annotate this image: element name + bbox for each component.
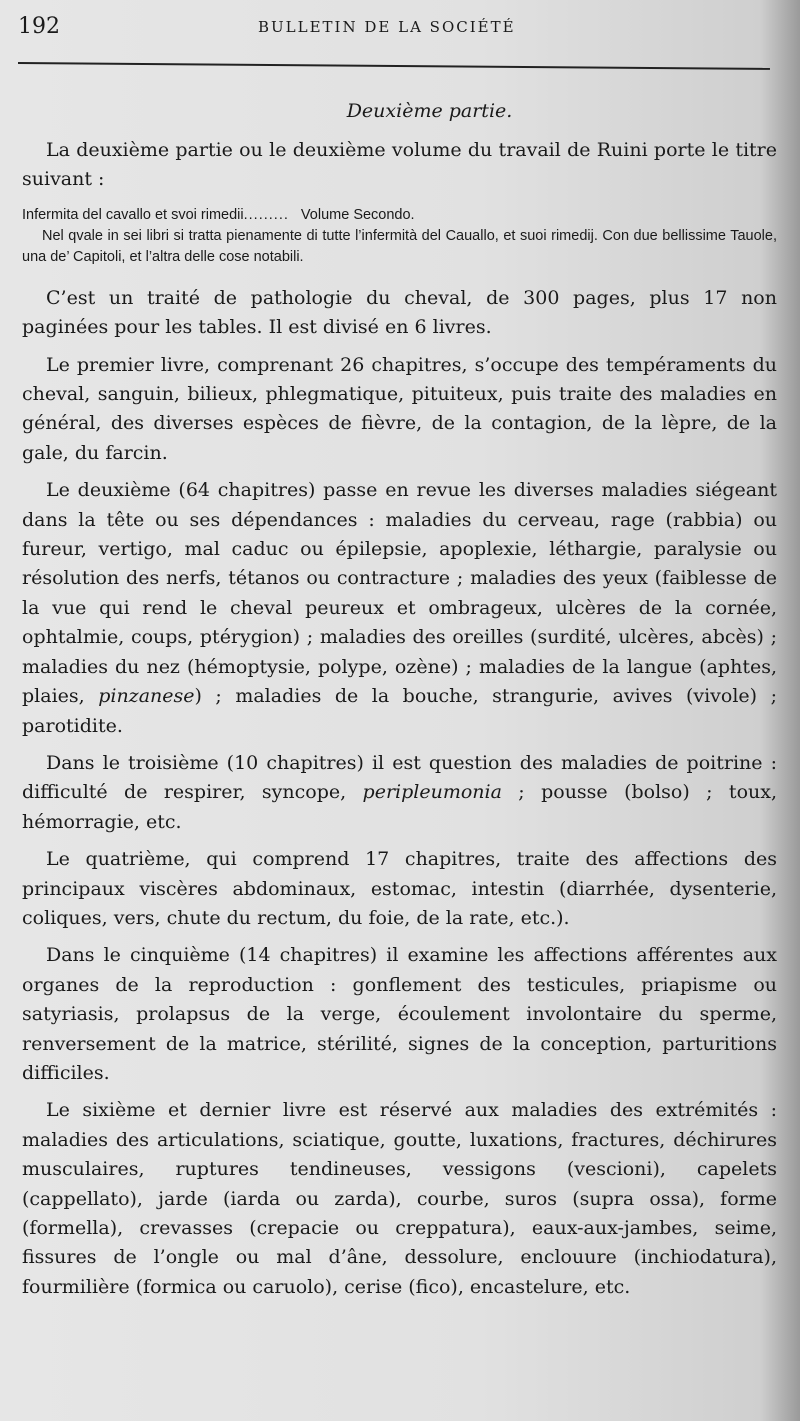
quote-line-1 xyxy=(22,205,777,226)
title-quotation xyxy=(22,205,777,268)
running-head: BULLETIN DE LA SOCIÉTÉ xyxy=(258,18,516,36)
paragraph-7: Le sixième et dernier livre est réservé aux maladies des extrémités : maladies des articulations, sciatique, goutte, luxations, fractures, déchirures musculaires, ruptures tendineuses, vessigons (vescioni), capelets (cappellato), jarde (iarda ou zarda), courbe, suros (supra ossa), forme (formella), crevasses (crepacie ou creppatura), eaux-aux-jambes, seime, fissures de l’ongle ou mal d’âne, dessolure, enclouure (inchiodatura), fourmilière (formica ou caruolo), cerise (fico), encastelure, etc. xyxy=(22,1099,777,1298)
paragraph-1: C’est un traité de pathologie du cheval, de 300 pages, plus 17 non paginées pour les tables. Il est divisé en 6 livres. xyxy=(22,286,777,339)
paragraph-4 xyxy=(22,749,777,837)
intro-paragraph: La deuxième partie ou le deuxième volume du travail de Ruini porte le titre suivant : xyxy=(22,139,777,191)
section-title: Deuxième partie. xyxy=(346,100,513,122)
page-header xyxy=(18,14,778,44)
header-rule xyxy=(18,62,770,70)
paragraph-3 xyxy=(22,476,777,741)
quote-title: Infermita del cavallo et svoi rimedii xyxy=(22,206,244,223)
paragraph-4-italic: peripleumonia xyxy=(362,781,502,804)
quote-volume: Volume Secondo. xyxy=(300,206,415,223)
paragraph-3-part-a: Le deuxième (64 chapitres) passe en revue les diverses maladies siégeant dans la tête ou ses dépendances : maladies du cerveau, rage (rabbia) ou fureur, vertigo, mal caduc ou épilepsie, apoplexie, léthargie, paralysie ou résolution des nerfs, tétanos ou contracture ; maladies des yeux (faiblesse de la vue qui rend le cheval peureux et ombrageux, ulcères de la cornée, ophtalmie, coups, ptérygion) ; maladies des oreilles (surdité, ulcères, abcès) ; maladies du nez (hémoptysie, polype, ozène) ; maladies de la langue (aphtes, plaies, xyxy=(22,479,777,708)
paragraph-3-italic: pinzanese xyxy=(98,685,195,708)
paragraph-6: Dans le cinquième (14 chapitres) il examine les affections afférentes aux organes de la reproduction : gonflement des testicules, priapisme ou satyriasis, prolapsus de la verge, écoulement involontaire du sperme, renversement de la matrice, stérilité, signes de la conception, parturitions difficiles. xyxy=(22,944,777,1084)
paragraph-4-part-b: ; pousse (bolso) ; toux, hémorragie, etc. xyxy=(22,781,778,833)
paragraph-5: Le quatrième, qui comprend 17 chapitres, traite des affections des principaux viscères abdominaux, estomac, intestin (diarrhée, dysenterie, coliques, vers, chute du rectum, du foie, de la rate, etc.). xyxy=(22,848,777,929)
page-body xyxy=(22,100,777,1302)
page-number: 192 xyxy=(18,14,60,39)
paragraph-3-part-b: ) ; maladies de la bouche, strangurie, avives (vivole) ; parotidite. xyxy=(22,685,777,737)
quote-dots: ......... xyxy=(243,206,289,223)
quote-line-2: Nel qvale in sei libri si tratta pienamente di tutte l’infermità del Cauallo, et suoi rimedij. Con due bellissime Tauole, una de’ Capitoli, et l’altra delle cose notabili. xyxy=(22,227,777,265)
paragraph-4-part-a: Dans le troisième (10 chapitres) il est question des maladies de poitrine : difficulté de respirer, syncope, xyxy=(22,751,777,804)
paragraph-2: Le premier livre, comprenant 26 chapitres, s’occupe des tempéraments du cheval, sanguin, bilieux, phlegmatique, pituiteux, puis traite des maladies en général, des diverses espèces de fièvre, de la contagion, de la lèpre, de la gale, du farcin. xyxy=(22,353,777,464)
